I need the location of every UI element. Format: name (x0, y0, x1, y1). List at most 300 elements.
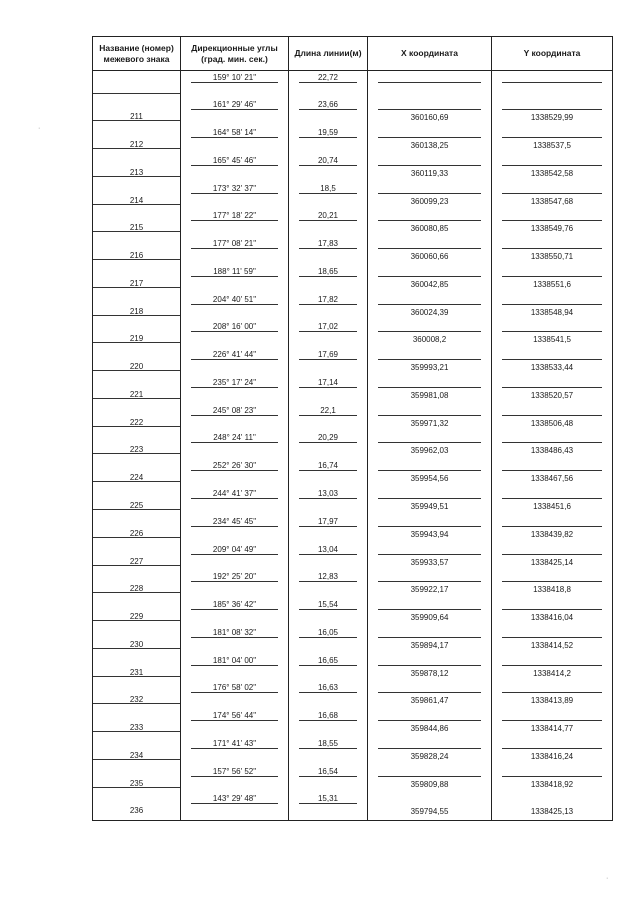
y-coordinate-value: 1338506,48 (530, 418, 574, 428)
y-coordinate-cell (492, 570, 613, 598)
line-length-cell (289, 348, 368, 376)
y-coordinate-cell (492, 126, 613, 154)
row-divider (299, 248, 357, 249)
direction-angle-cell (181, 765, 289, 793)
line-length-cell (289, 98, 368, 126)
table-row (93, 709, 613, 737)
row-divider (502, 748, 602, 749)
row-divider (378, 498, 481, 499)
y-coordinate-cell (492, 487, 613, 515)
y-coordinate-value: 1338425,14 (530, 557, 574, 567)
row-divider (299, 109, 357, 110)
x-coordinate-value: 359922,17 (410, 585, 449, 595)
table-row (93, 681, 613, 709)
row-divider (299, 748, 357, 749)
table-row (93, 543, 613, 571)
line-length-cell (289, 626, 368, 654)
mark-name-cell (93, 487, 181, 515)
row-divider (502, 554, 602, 555)
line-length-value: 13,04 (317, 544, 339, 554)
row-divider (502, 82, 602, 83)
row-divider (502, 276, 602, 277)
y-coordinate-value: 1338413,89 (530, 696, 574, 706)
y-coordinate-value: 1338416,24 (530, 751, 574, 761)
line-length-cell (289, 570, 368, 598)
row-divider (191, 109, 278, 110)
line-length-value: 17,97 (317, 516, 339, 526)
row-divider (191, 526, 278, 527)
row-divider (378, 442, 481, 443)
line-length-value: 16,54 (317, 766, 339, 776)
x-coordinate-value: 359943,94 (410, 529, 449, 539)
table-row (93, 265, 613, 293)
line-length-cell (289, 459, 368, 487)
y-coordinate-value: 1338520,57 (530, 390, 574, 400)
line-length-cell (289, 431, 368, 459)
direction-angle-value: 192° 25' 20" (212, 572, 257, 582)
mark-name-value: 234 (129, 750, 144, 760)
row-divider (502, 498, 602, 499)
line-length-value: 23,66 (317, 100, 339, 110)
direction-angle-value: 209° 04' 49" (212, 544, 257, 554)
row-divider (191, 304, 278, 305)
x-coordinate-cell (368, 570, 492, 598)
mark-name-cell (93, 654, 181, 682)
x-coordinate-value: 359962,03 (410, 446, 449, 456)
row-divider (191, 748, 278, 749)
line-length-value: 16,65 (317, 655, 339, 665)
row-divider (502, 304, 602, 305)
mark-name-cell (93, 459, 181, 487)
direction-angle-cell (181, 515, 289, 543)
row-divider (299, 387, 357, 388)
row-divider (299, 470, 357, 471)
direction-angle-cell (181, 459, 289, 487)
table-row (93, 376, 613, 404)
mark-name-cell (93, 182, 181, 210)
direction-angle-cell (181, 737, 289, 765)
y-coordinate-cell (492, 98, 613, 126)
y-coordinate-cell (492, 348, 613, 376)
direction-angle-value: 252° 26' 30" (212, 461, 257, 471)
direction-angle-cell (181, 320, 289, 348)
row-divider (502, 193, 602, 194)
line-length-cell (289, 209, 368, 237)
row-divider (502, 442, 602, 443)
y-coordinate-cell (492, 765, 613, 793)
row-divider (191, 220, 278, 221)
row-divider (502, 359, 602, 360)
mark-name-cell (93, 98, 181, 126)
x-coordinate-value: 360080,85 (410, 224, 449, 234)
x-coordinate-value: 360160,69 (410, 113, 449, 123)
row-divider (299, 609, 357, 610)
row-divider (502, 581, 602, 582)
row-divider (502, 776, 602, 777)
x-coordinate-value: 359954,56 (410, 474, 449, 484)
mark-name-cell (93, 293, 181, 321)
row-divider (191, 137, 278, 138)
mark-name-value: 225 (129, 500, 144, 510)
line-length-cell (289, 681, 368, 709)
direction-angle-value: 181° 04' 00" (212, 655, 257, 665)
header-line-length: Длина линии(м) (289, 37, 368, 71)
y-coordinate-cell (492, 543, 613, 571)
x-coordinate-value: 359949,51 (410, 501, 449, 511)
direction-angle-value: 159° 10' 21" (212, 73, 257, 82)
row-divider (299, 304, 357, 305)
direction-angle-cell (181, 570, 289, 598)
row-divider (299, 720, 357, 721)
x-coordinate-cell (368, 543, 492, 571)
direction-angle-value: 185° 36' 42" (212, 600, 257, 610)
table-row (93, 98, 613, 126)
boundary-coordinates-table (92, 36, 613, 821)
row-divider (502, 609, 602, 610)
line-length-value: 17,83 (317, 239, 339, 249)
row-divider (299, 776, 357, 777)
row-divider (191, 248, 278, 249)
y-coordinate-value: 1338551,6 (533, 279, 571, 289)
row-divider (378, 137, 481, 138)
direction-angle-value: 234° 45' 45" (212, 516, 257, 526)
row-divider (191, 470, 278, 471)
row-divider (502, 637, 602, 638)
mark-name-value: 219 (129, 334, 144, 344)
x-coordinate-value: 359971,32 (410, 418, 449, 428)
line-length-value: 17,69 (317, 350, 339, 360)
header-mark-name: Название (номер) межевого знака (93, 37, 181, 71)
y-coordinate-value: 1338418,8 (533, 585, 571, 595)
x-coordinate-cell (368, 98, 492, 126)
direction-angle-value: 188° 11' 59" (213, 266, 256, 276)
row-divider (378, 331, 481, 332)
y-coordinate-cell (492, 459, 613, 487)
x-coordinate-value: 360138,25 (410, 141, 449, 151)
direction-angle-value: 208° 16' 00" (212, 322, 257, 332)
y-coordinate-cell (492, 598, 613, 626)
line-length-cell (289, 320, 368, 348)
row-divider (378, 82, 481, 83)
y-coordinate-value: 1338416,04 (530, 613, 574, 623)
mark-name-cell (93, 765, 181, 793)
x-coordinate-value: 359828,24 (410, 751, 449, 761)
y-coordinate-cell (492, 182, 613, 210)
direction-angle-cell (181, 182, 289, 210)
line-length-cell (289, 71, 368, 99)
y-coordinate-cell (492, 237, 613, 265)
direction-angle-cell (181, 487, 289, 515)
x-coordinate-value: 359993,21 (410, 363, 449, 373)
row-divider (191, 387, 278, 388)
row-divider (191, 165, 278, 166)
direction-angle-cell (181, 626, 289, 654)
row-divider (299, 220, 357, 221)
row-divider (378, 748, 481, 749)
row-divider (378, 248, 481, 249)
x-coordinate-value: 359861,47 (410, 696, 449, 706)
direction-angle-value: 181° 08' 32" (212, 627, 257, 637)
row-divider (378, 720, 481, 721)
mark-name-cell (93, 737, 181, 765)
row-divider (378, 165, 481, 166)
line-length-value: 18,55 (317, 738, 339, 748)
mark-name-cell (93, 570, 181, 598)
row-divider (191, 498, 278, 499)
row-divider (378, 109, 481, 110)
line-length-value: 12,83 (317, 572, 339, 582)
table-row (93, 154, 613, 182)
line-length-cell (289, 515, 368, 543)
y-coordinate-value: 1338547,68 (530, 196, 574, 206)
row-divider (502, 470, 602, 471)
line-length-value: 22,1 (320, 405, 336, 415)
direction-angle-cell (181, 209, 289, 237)
y-coordinate-value: 1338425,13 (530, 807, 574, 817)
y-coordinate-cell (492, 71, 613, 99)
x-coordinate-cell (368, 293, 492, 321)
line-length-value: 19,59 (317, 128, 339, 138)
x-coordinate-cell (368, 431, 492, 459)
y-coordinate-value: 1338548,94 (530, 307, 574, 317)
line-length-value: 20,29 (317, 433, 339, 443)
x-coordinate-cell (368, 265, 492, 293)
direction-angle-value: 248° 24' 11" (213, 433, 256, 443)
table-row (93, 626, 613, 654)
mark-name-cell (93, 626, 181, 654)
line-length-cell (289, 404, 368, 432)
direction-angle-cell (181, 404, 289, 432)
row-divider (502, 109, 602, 110)
y-coordinate-cell (492, 626, 613, 654)
mark-name-cell (93, 681, 181, 709)
row-divider (378, 359, 481, 360)
mark-name-cell (93, 237, 181, 265)
row-divider (191, 609, 278, 610)
line-length-cell (289, 237, 368, 265)
table-row (93, 570, 613, 598)
table-row (93, 126, 613, 154)
direction-angle-cell (181, 543, 289, 571)
row-divider (299, 692, 357, 693)
row-divider (191, 442, 278, 443)
direction-angle-value: 164° 58' 14" (212, 128, 257, 138)
row-divider (502, 137, 602, 138)
row-divider (191, 803, 278, 804)
line-length-cell (289, 376, 368, 404)
table-row (93, 431, 613, 459)
direction-angle-value: 177° 08' 21" (212, 239, 257, 249)
line-length-cell (289, 709, 368, 737)
direction-angle-cell (181, 265, 289, 293)
direction-angle-cell (181, 98, 289, 126)
mark-name-cell (93, 265, 181, 293)
direction-angle-cell (181, 154, 289, 182)
x-coordinate-cell (368, 376, 492, 404)
row-divider (378, 665, 481, 666)
row-divider (378, 526, 481, 527)
direction-angle-cell (181, 709, 289, 737)
line-length-cell (289, 792, 368, 820)
mark-name-cell (93, 209, 181, 237)
row-divider (299, 415, 357, 416)
mark-name-value: 220 (129, 362, 144, 372)
line-length-cell (289, 293, 368, 321)
y-coordinate-cell (492, 293, 613, 321)
row-divider (299, 637, 357, 638)
line-length-value: 16,74 (317, 461, 339, 471)
x-coordinate-cell (368, 182, 492, 210)
mark-name-value: 230 (129, 639, 144, 649)
table-row (93, 765, 613, 793)
mark-name-cell (93, 431, 181, 459)
table-header-row (93, 37, 613, 71)
mark-name-value: 211 (130, 112, 143, 122)
x-coordinate-cell (368, 654, 492, 682)
y-coordinate-value: 1338541,5 (533, 335, 571, 345)
row-divider (378, 776, 481, 777)
line-length-cell (289, 737, 368, 765)
y-coordinate-cell (492, 154, 613, 182)
row-divider (299, 442, 357, 443)
scan-speck: · (606, 875, 609, 882)
y-coordinate-cell (492, 404, 613, 432)
mark-name-value: 214 (129, 195, 144, 205)
x-coordinate-cell (368, 792, 492, 820)
line-length-value: 13,03 (317, 488, 339, 498)
mark-name-cell (93, 709, 181, 737)
row-divider (299, 165, 357, 166)
row-divider (378, 276, 481, 277)
table-row (93, 209, 613, 237)
row-divider (299, 193, 357, 194)
row-divider (378, 692, 481, 693)
x-coordinate-cell (368, 404, 492, 432)
x-coordinate-value: 360119,33 (410, 168, 449, 178)
y-coordinate-cell (492, 265, 613, 293)
x-coordinate-value: 359933,57 (410, 557, 449, 567)
direction-angle-value: 235° 17' 24" (212, 377, 257, 387)
row-divider (191, 776, 278, 777)
mark-name-cell (93, 348, 181, 376)
row-divider (191, 637, 278, 638)
x-coordinate-cell (368, 626, 492, 654)
mark-name-value: 217 (129, 278, 144, 288)
header-y-coordinate: Y координата (492, 37, 613, 71)
x-coordinate-cell (368, 126, 492, 154)
row-divider (502, 692, 602, 693)
direction-angle-cell (181, 293, 289, 321)
x-coordinate-value: 360060,66 (410, 252, 449, 262)
mark-name-cell (93, 792, 181, 820)
direction-angle-cell (181, 126, 289, 154)
row-divider (299, 581, 357, 582)
row-divider (299, 137, 357, 138)
line-length-value: 17,02 (317, 322, 339, 332)
mark-name-cell (93, 376, 181, 404)
mark-name-value: 227 (129, 556, 144, 566)
mark-name-value: 212 (129, 140, 144, 150)
x-coordinate-cell (368, 71, 492, 99)
y-coordinate-value: 1338486,43 (530, 446, 574, 456)
row-divider (191, 331, 278, 332)
mark-name-value: 232 (129, 695, 144, 705)
x-coordinate-value: 360008,2 (412, 335, 447, 345)
direction-angle-cell (181, 654, 289, 682)
mark-name-value: 215 (129, 223, 144, 233)
table-row (93, 459, 613, 487)
mark-name-value: 233 (129, 723, 144, 733)
row-divider (191, 720, 278, 721)
direction-angle-value: 157° 56' 52" (212, 766, 257, 776)
row-divider (378, 470, 481, 471)
y-coordinate-value: 1338542,58 (530, 168, 574, 178)
y-coordinate-value: 1338537,5 (533, 141, 571, 151)
y-coordinate-value: 1338414,2 (533, 668, 571, 678)
mark-name-value: 229 (129, 612, 144, 622)
y-coordinate-value: 1338550,71 (530, 252, 574, 262)
direction-angle-value: 143° 29' 48" (212, 794, 257, 804)
direction-angle-value: 244° 41' 37" (212, 488, 257, 498)
row-divider (191, 665, 278, 666)
line-length-value: 20,74 (317, 155, 339, 165)
row-divider (191, 554, 278, 555)
x-coordinate-cell (368, 154, 492, 182)
line-length-cell (289, 765, 368, 793)
x-coordinate-value: 359844,86 (410, 724, 449, 734)
direction-angle-cell (181, 431, 289, 459)
table-row (93, 598, 613, 626)
x-coordinate-cell (368, 681, 492, 709)
direction-angle-cell (181, 348, 289, 376)
row-divider (93, 93, 180, 94)
row-divider (502, 220, 602, 221)
row-divider (378, 581, 481, 582)
x-coordinate-value: 360042,85 (410, 279, 449, 289)
mark-name-cell (93, 598, 181, 626)
x-coordinate-value: 360024,39 (410, 307, 449, 317)
row-divider (191, 193, 278, 194)
line-length-value: 17,82 (317, 294, 339, 304)
line-length-value: 16,05 (317, 627, 339, 637)
row-divider (191, 692, 278, 693)
table-row (93, 792, 613, 820)
row-divider (299, 498, 357, 499)
x-coordinate-cell (368, 765, 492, 793)
row-divider (378, 220, 481, 221)
line-length-value: 15,31 (317, 794, 339, 804)
row-divider (191, 415, 278, 416)
x-coordinate-value: 360099,23 (410, 196, 449, 206)
x-coordinate-cell (368, 487, 492, 515)
direction-angle-cell (181, 376, 289, 404)
line-length-value: 15,54 (317, 600, 339, 610)
y-coordinate-value: 1338549,76 (530, 224, 574, 234)
row-divider (502, 165, 602, 166)
direction-angle-cell (181, 237, 289, 265)
table-row (93, 404, 613, 432)
table-row (93, 320, 613, 348)
y-coordinate-cell (492, 792, 613, 820)
y-coordinate-cell (492, 320, 613, 348)
x-coordinate-value: 359878,12 (410, 668, 449, 678)
line-length-value: 16,63 (317, 683, 339, 693)
line-length-value: 16,68 (317, 711, 339, 721)
x-coordinate-cell (368, 209, 492, 237)
mark-name-value: 228 (129, 584, 144, 594)
table-row (93, 654, 613, 682)
table-row (93, 348, 613, 376)
